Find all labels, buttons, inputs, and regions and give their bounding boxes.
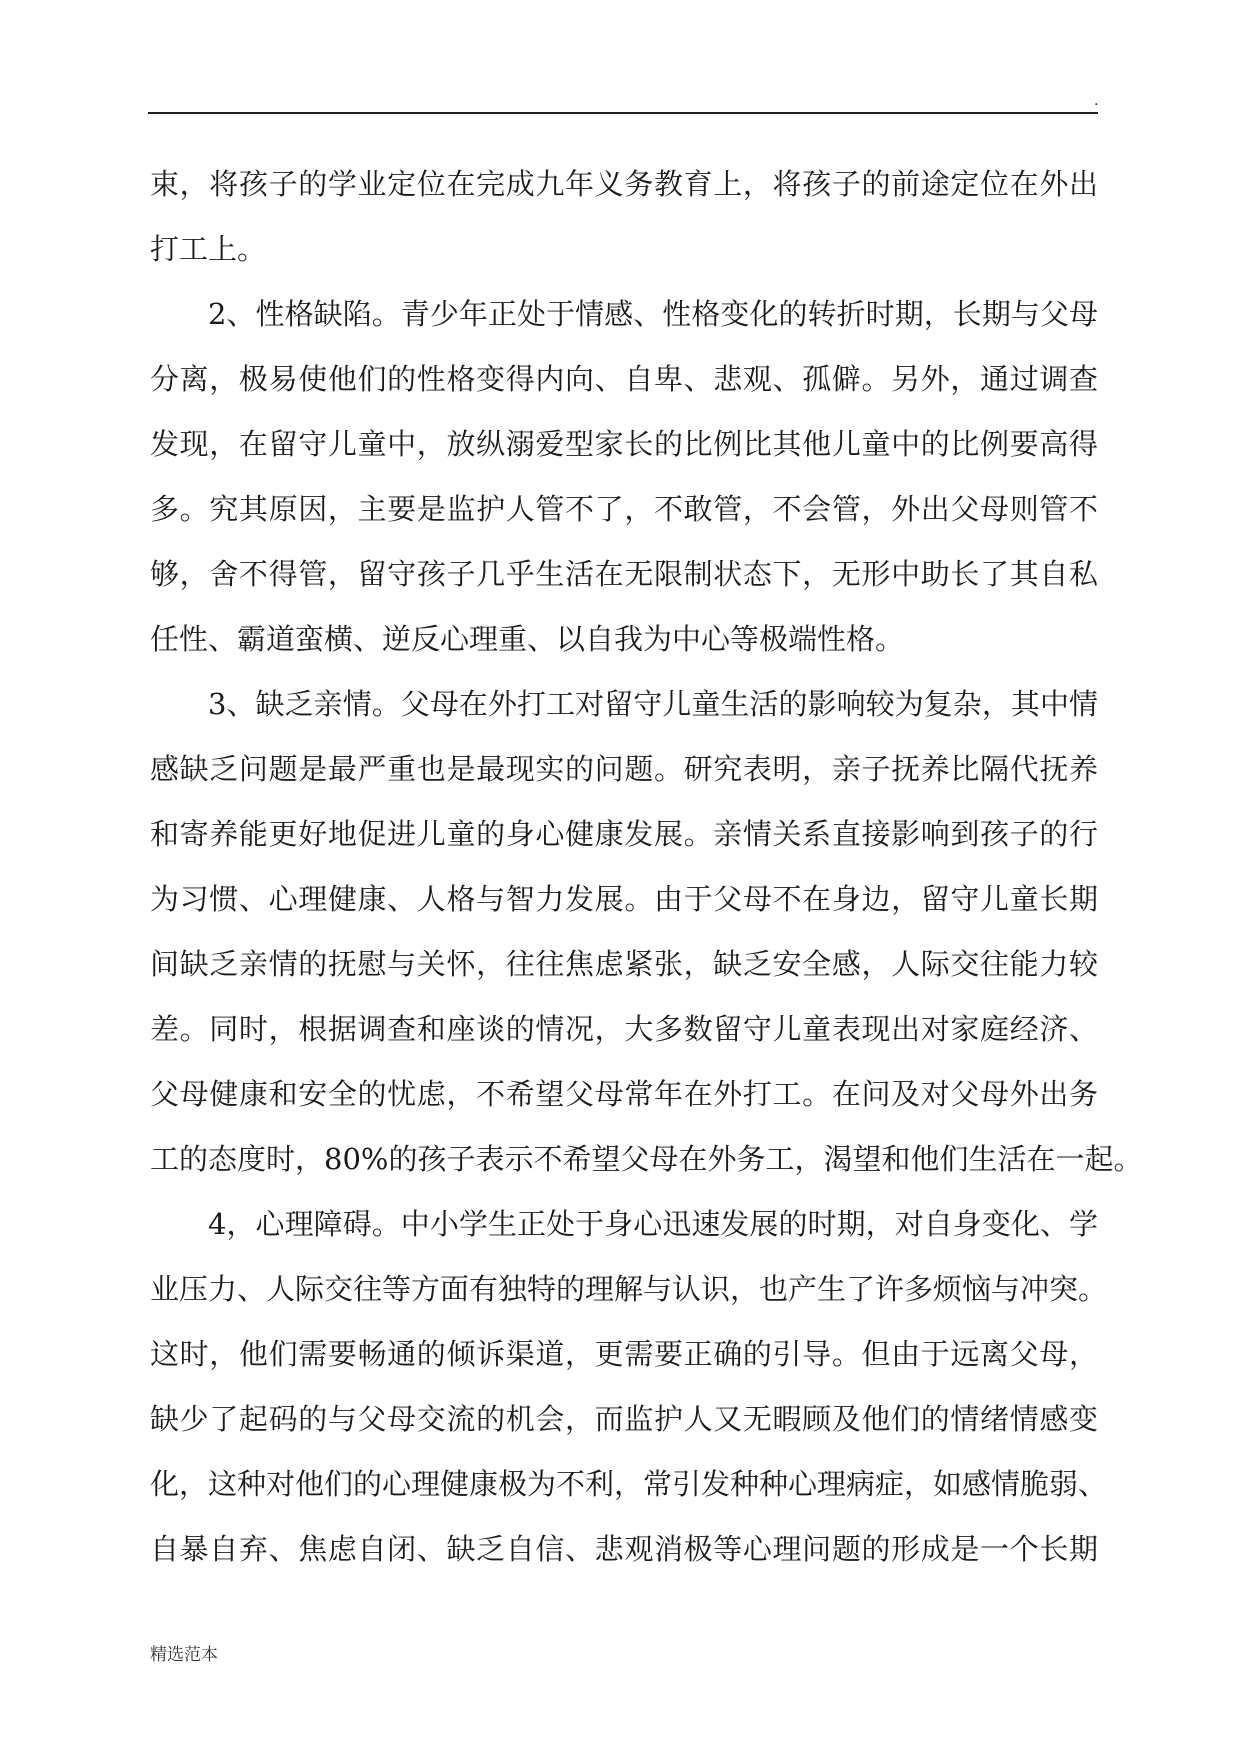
body-line: 差。同时，根据调查和座谈的情况，大多数留守儿童表现出对家庭经济、 xyxy=(150,1012,1098,1046)
body-line: 够，舍不得管，留守孩子几乎生活在无限制状态下，无形中助长了其自私 xyxy=(150,557,1098,591)
body-line: 感缺乏问题是最严重也是最现实的问题。研究表明，亲子抚养比隔代抚养 xyxy=(150,752,1098,786)
body-line: 任性、霸道蛮横、逆反心理重、以自我为中心等极端性格。 xyxy=(150,622,905,656)
body-line: 打工上。 xyxy=(150,232,267,266)
body-line: 多。究其原因，主要是监护人管不了，不敢管，不会管，外出父母则管不 xyxy=(150,492,1098,526)
body-line: 化，这种对他们的心理健康极为不利，常引发种种心理病症，如感情脆弱、 xyxy=(150,1467,1108,1501)
body-line: 自暴自弃、焦虑自闭、缺乏自信、悲观消极等心理问题的形成是一个长期 xyxy=(150,1532,1098,1566)
header-rule xyxy=(148,112,1098,114)
body-line: 2、性格缺陷。青少年正处于情感、性格变化的转折时期，长期与父母 xyxy=(208,297,1098,331)
header-mark: . xyxy=(1094,93,1099,109)
body-line: 业压力、人际交往等方面有独特的理解与认识，也产生了许多烦恼与冲突。 xyxy=(150,1272,1108,1306)
body-line: 这时，他们需要畅通的倾诉渠道，更需要正确的引导。但由于远离父母， xyxy=(150,1337,1098,1371)
body-line: 父母健康和安全的忧虑，不希望父母常年在外打工。在问及对父母外出务 xyxy=(150,1077,1098,1111)
body-line: 和寄养能更好地促进儿童的身心健康发展。亲情关系直接影响到孩子的行 xyxy=(150,817,1098,851)
body-line: 发现，在留守儿童中，放纵溺爱型家长的比例比其他儿童中的比例要高得 xyxy=(150,427,1098,461)
body-line: 3、缺乏亲情。父母在外打工对留守儿童生活的影响较为复杂，其中情 xyxy=(208,687,1098,721)
body-line: 4，心理障碍。中小学生正处于身心迅速发展的时期，对自身变化、学 xyxy=(208,1207,1098,1241)
footer-label: 精选范本 xyxy=(150,1645,218,1665)
body-line: 分离，极易使他们的性格变得内向、自卑、悲观、孤僻。另外，通过调查 xyxy=(150,362,1098,396)
document-body xyxy=(150,152,1143,1582)
body-line: 间缺乏亲情的抚慰与关怀，往往焦虑紧张，缺乏安全感，人际交往能力较 xyxy=(150,947,1098,981)
body-line: 工的态度时，80%的孩子表示不希望父母在外务工，渴望和他们生活在一起。 xyxy=(150,1142,1143,1176)
body-line: 束，将孩子的学业定位在完成九年义务教育上，将孩子的前途定位在外出 xyxy=(150,167,1098,201)
body-line: 为习惯、心理健康、人格与智力发展。由于父母不在身边，留守儿童长期 xyxy=(150,882,1098,916)
body-line: 缺少了起码的与父母交流的机会，而监护人又无暇顾及他们的情绪情感变 xyxy=(150,1402,1098,1436)
